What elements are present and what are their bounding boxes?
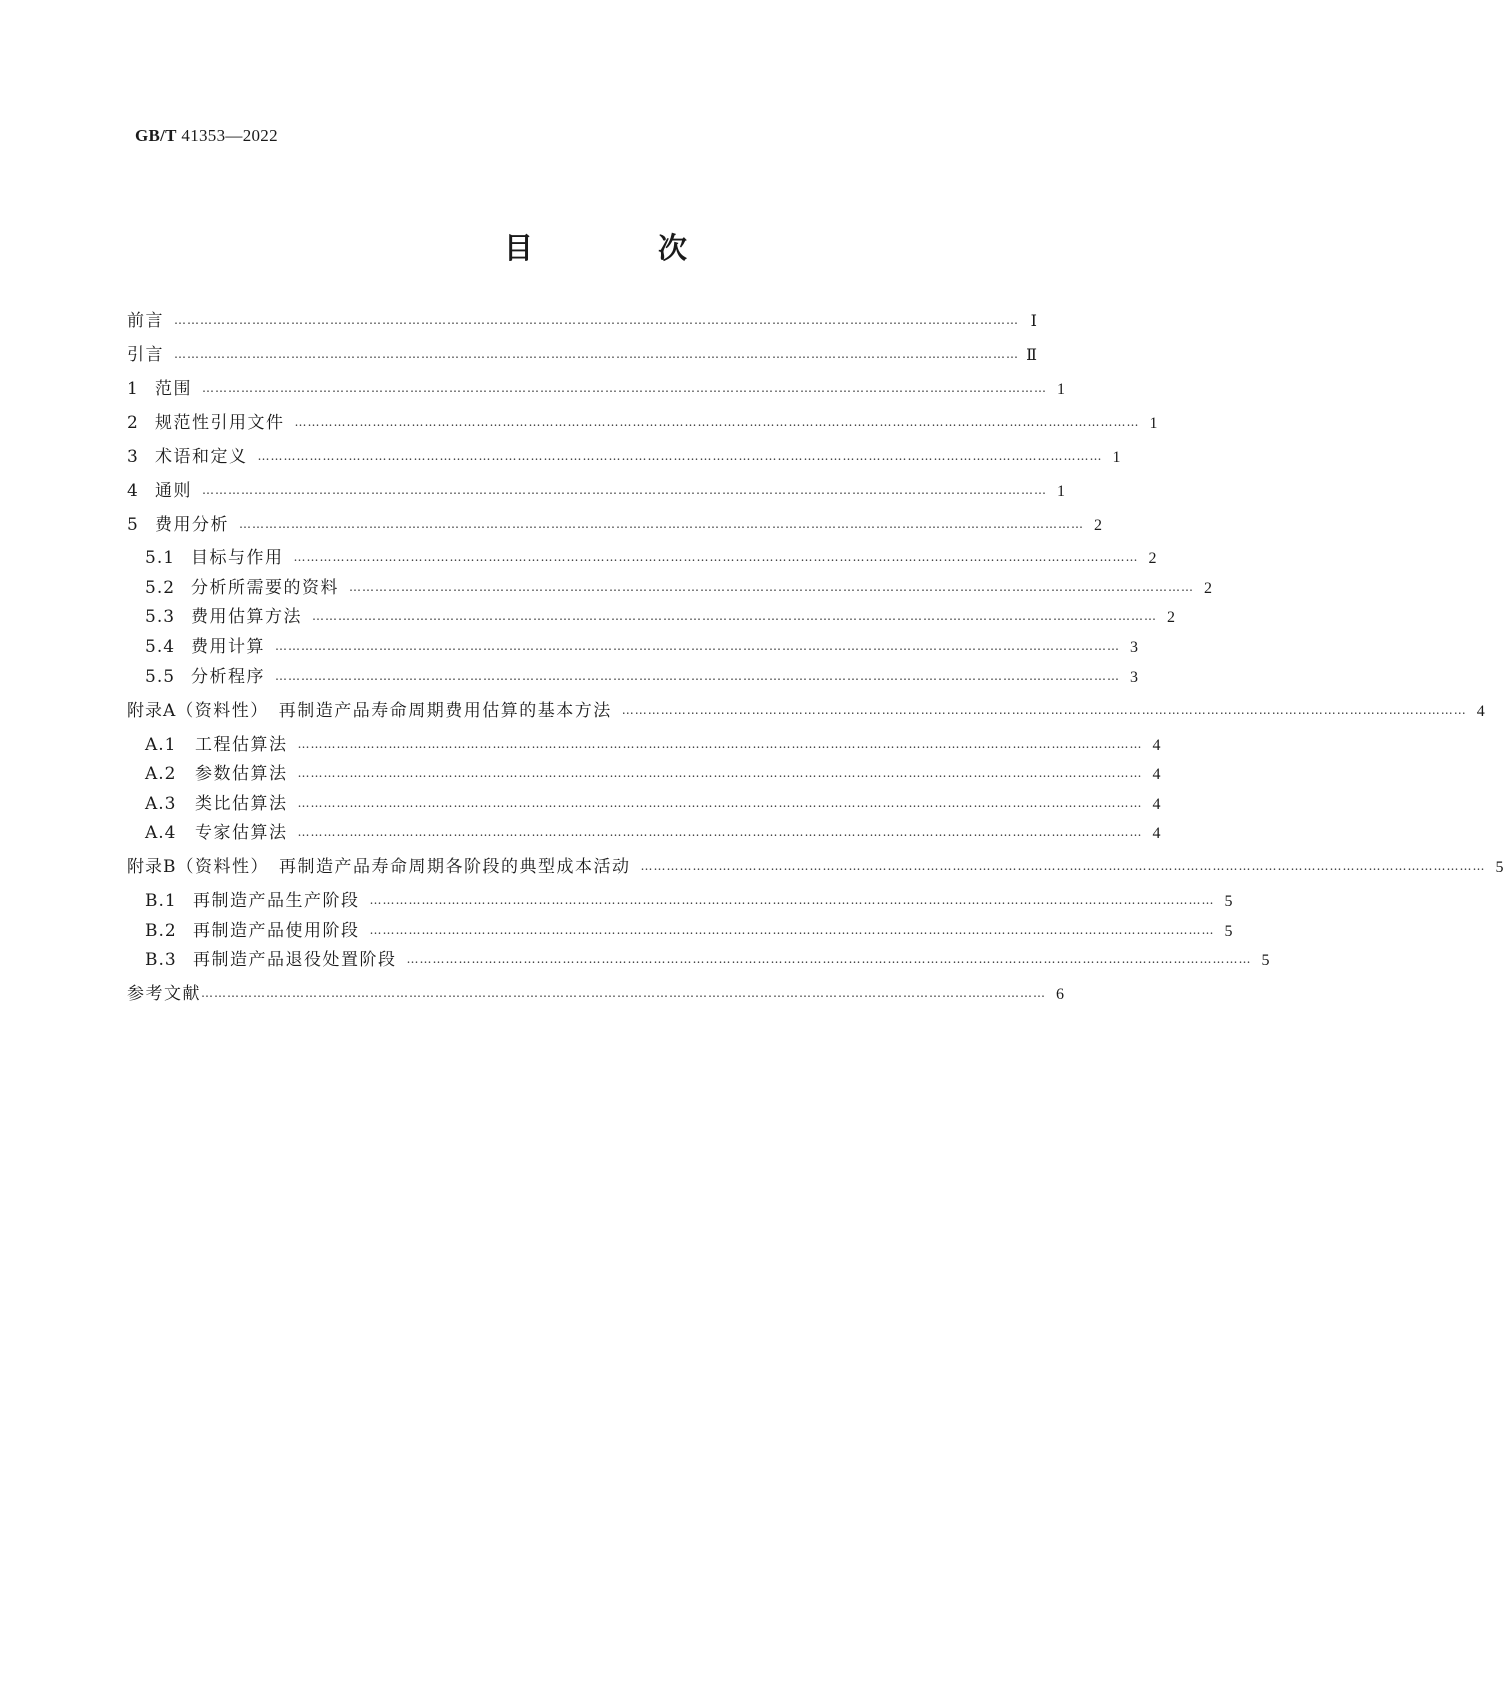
toc-leader-dots: ……………………………………………………………………………………………………………………………………………………………………………	[202, 381, 1047, 395]
toc-leader-dots: ……………………………………………………………………………………………………………………………………………………………………………	[369, 923, 1215, 937]
toc-entry-label: B.1 再制造产品生产阶段	[145, 891, 360, 911]
toc-entry-page: 6	[1056, 986, 1064, 1003]
toc-leader-dots: ……………………………………………………………………………………………………………………………………………………………………………	[294, 415, 1140, 429]
toc-entry-label: A.3 类比估算法	[145, 794, 288, 814]
toc-entry-page: 5	[1224, 923, 1233, 940]
toc-entry-label: 附录A（资料性） 再制造产品寿命周期费用估算的基本方法	[127, 696, 612, 721]
toc-entry-page: 1	[1057, 483, 1065, 500]
toc-entry-foreword[interactable]	[127, 306, 1037, 331]
toc-entry-page: 4	[1476, 703, 1485, 720]
toc-entry-page: 3	[1130, 669, 1138, 686]
toc-leader-dots: ……………………………………………………………………………………………………………………………………………………………………………	[174, 347, 1019, 361]
toc-entry-page: 4	[1152, 766, 1161, 783]
toc-entry-number: 附录B	[127, 857, 177, 877]
toc-leader-dots: ……………………………………………………………………………………………………………………………………………………………………………	[297, 737, 1143, 751]
toc-entry-number: 附录A	[127, 701, 177, 721]
toc-leader-dots: ……………………………………………………………………………………………………………………………………………………………………………	[275, 639, 1120, 653]
toc-entry-number: A.1	[145, 735, 177, 755]
toc-leader-dots: ……………………………………………………………………………………………………………………………………………………………………………	[297, 796, 1143, 810]
toc-entry-label: A.2 参数估算法	[145, 764, 288, 784]
toc-leader-dots: ……………………………………………………………………………………………………………………………………………………………………………	[293, 550, 1139, 564]
toc-entry-number: 5	[127, 515, 139, 535]
toc-entry-annex-a[interactable]	[127, 696, 1485, 721]
toc-entry-2[interactable]	[127, 408, 1158, 433]
toc-leader-dots: ……………………………………………………………………………………………………………………………………………………………………………	[202, 483, 1047, 497]
toc-leader-dots: ……………………………………………………………………………………………………………………………………………………………………………	[174, 313, 1019, 327]
toc-entry-5-1[interactable]	[145, 543, 1157, 568]
toc-leader-dots: ……………………………………………………………………………………………………………………………………………………………………………	[621, 703, 1467, 717]
document-code-prefix: GB/T	[135, 126, 177, 145]
toc-entry-page: 1	[1112, 449, 1121, 466]
toc-entry-5-3[interactable]	[145, 602, 1175, 627]
toc-entry-label: 5 费用分析	[127, 515, 229, 535]
toc-leader-dots: ……………………………………………………………………………………………………………………………………………………………………………	[239, 517, 1084, 531]
toc-leader-dots: ……………………………………………………………………………………………………………………………………………………………………………	[275, 669, 1120, 683]
toc-entry-page: 4	[1152, 737, 1161, 754]
toc-entry-a-3[interactable]	[145, 789, 1161, 814]
toc-entry-label: 3 术语和定义	[127, 447, 248, 467]
toc-entry-label: B.2 再制造产品使用阶段	[145, 921, 360, 941]
toc-leader-dots: ……………………………………………………………………………………………………………………………………………………………………………	[406, 952, 1252, 966]
toc-leader-dots: ……………………………………………………………………………………………………………………………………………………………………………	[349, 580, 1194, 594]
toc-entry-number: B.1	[145, 891, 177, 911]
toc-entry-label: 附录B（资料性） 再制造产品寿命周期各阶段的典型成本活动	[127, 852, 631, 877]
toc-entry-1[interactable]	[127, 374, 1065, 399]
toc-leader-dots: ……………………………………………………………………………………………………………………………………………………………………………	[297, 766, 1143, 780]
toc-entry-label: 参考文献	[127, 984, 201, 1004]
toc-entry-5[interactable]	[127, 510, 1102, 535]
toc-entry-4[interactable]	[127, 476, 1065, 501]
toc-entry-number: 5.4	[145, 637, 176, 657]
toc-entry-label: 5.1 目标与作用	[145, 548, 284, 568]
toc-entry-page: 1	[1057, 381, 1065, 398]
toc-entry-label: 前言	[127, 311, 164, 331]
toc-leader-dots: ……………………………………………………………………………………………………………………………………………………………………………	[640, 859, 1486, 873]
toc-leader-dots: ……………………………………………………………………………………………………………………………………………………………………………	[297, 825, 1143, 839]
toc-entry-number: 5.5	[145, 667, 176, 687]
toc-entry-number: 4	[127, 481, 139, 501]
toc-entry-5-2[interactable]	[145, 573, 1212, 598]
toc-entry-5-4[interactable]	[145, 632, 1138, 657]
toc-entry-label: 1 范围	[127, 379, 192, 399]
toc-entry-number: 5.1	[145, 548, 176, 568]
toc-entry-label: 5.4 费用计算	[145, 637, 265, 657]
toc-entry-label: B.3 再制造产品退役处置阶段	[145, 950, 397, 970]
toc-entry-label: 引言	[127, 345, 164, 365]
toc-entry-label: 2 规范性引用文件	[127, 413, 285, 433]
toc-entry-b-1[interactable]	[145, 886, 1233, 911]
toc-entry-page: 4	[1152, 825, 1161, 842]
toc-entry-b-2[interactable]	[145, 916, 1233, 941]
toc-entry-number: A.3	[145, 794, 177, 814]
toc-entry-label: 5.5 分析程序	[145, 667, 265, 687]
toc-entry-3[interactable]	[127, 442, 1121, 467]
toc-entry-number: 3	[127, 447, 139, 467]
toc-entry-bibliography[interactable]	[127, 979, 1064, 1004]
toc-leader-dots: ……………………………………………………………………………………………………………………………………………………………………………	[369, 893, 1215, 907]
toc-leader-dots: ……………………………………………………………………………………………………………………………………………………………………………	[257, 449, 1103, 463]
toc-entry-label: 4 通则	[127, 481, 192, 501]
toc-entry-page: 2	[1094, 517, 1102, 534]
toc-entry-number: B.3	[145, 950, 177, 970]
toc-entry-page: Ⅰ	[1030, 313, 1037, 330]
toc-entry-a-2[interactable]	[145, 759, 1161, 784]
toc-entry-annex-b[interactable]	[127, 852, 1504, 877]
toc-entry-5-5[interactable]	[145, 662, 1138, 687]
toc-entry-number: 5.3	[145, 607, 176, 627]
page-title: 目 次	[503, 231, 735, 265]
toc-entry-page: Ⅱ	[1026, 347, 1037, 364]
toc-entry-page: 5	[1261, 952, 1270, 969]
toc-entry-number: 5.2	[145, 578, 176, 598]
toc-leader-dots: ……………………………………………………………………………………………………………………………………………………………………………	[312, 609, 1157, 623]
toc-entry-number: A.4	[145, 823, 177, 843]
toc-entry-page: 5	[1224, 893, 1233, 910]
toc-entry-number: B.2	[145, 921, 177, 941]
toc-entry-number: 2	[127, 413, 139, 433]
toc-entry-label: A.4 专家估算法	[145, 823, 288, 843]
toc-entry-page: 1	[1149, 415, 1158, 432]
toc-entry-page: 2	[1204, 580, 1212, 597]
toc-entry-number: 1	[127, 379, 139, 399]
toc-entry-number: A.2	[145, 764, 177, 784]
toc-entry-a-4[interactable]	[145, 818, 1161, 843]
toc-entry-label: 5.2 分析所需要的资料	[145, 578, 339, 598]
toc-entry-page: 2	[1167, 609, 1175, 626]
toc-entry-page: 5	[1495, 859, 1504, 876]
toc-entry-b-3[interactable]	[145, 945, 1270, 970]
toc-entry-page: 4	[1152, 796, 1161, 813]
toc-entry-page: 2	[1148, 550, 1157, 567]
toc-leader-dots: ……………………………………………………………………………………………………………………………………………………………………………	[201, 986, 1046, 1000]
document-code-number: 41353—2022	[181, 126, 278, 145]
toc-entry-introduction[interactable]	[127, 340, 1037, 365]
toc-entry-label: A.1 工程估算法	[145, 735, 288, 755]
toc-entry-a-1[interactable]	[145, 730, 1161, 755]
toc-entry-page: 3	[1130, 639, 1138, 656]
toc-entry-label: 5.3 费用估算方法	[145, 607, 302, 627]
